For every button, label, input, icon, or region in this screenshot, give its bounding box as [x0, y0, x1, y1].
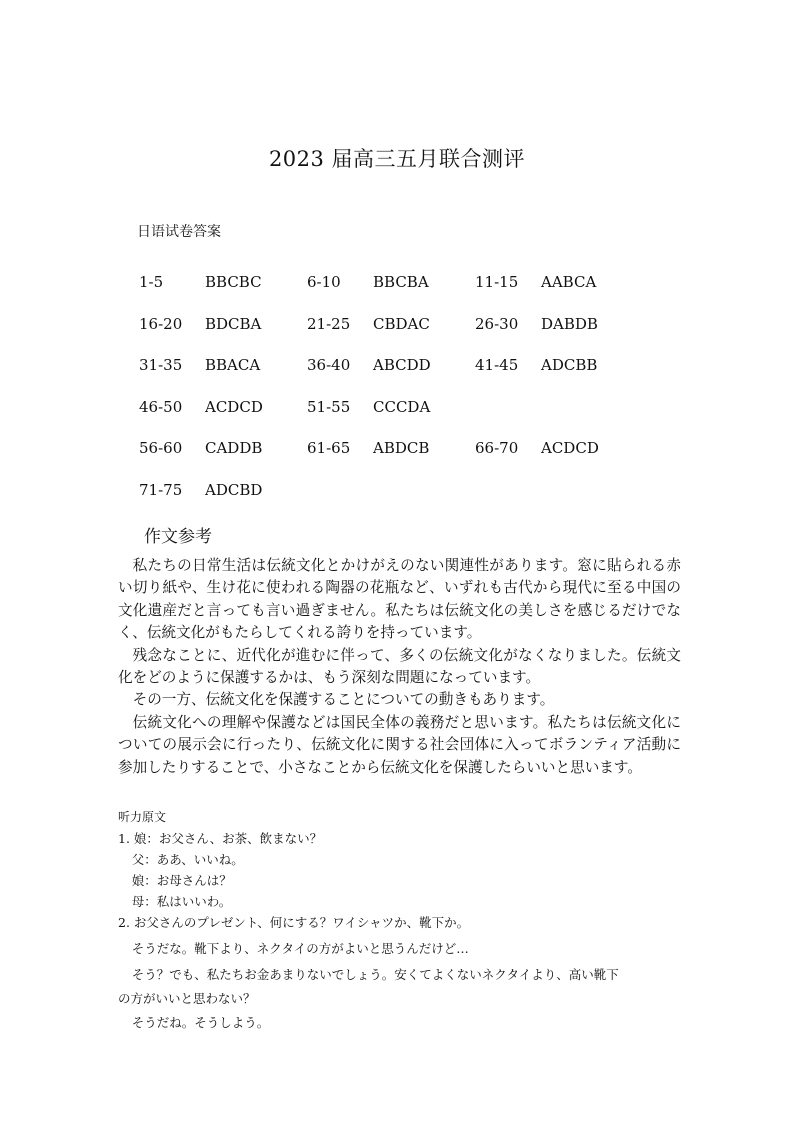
answer-cell: [475, 273, 596, 291]
transcript-line: 2. お父さんのプレゼント、何にする？ワイシャツか、靴下か。: [118, 915, 470, 930]
question-range: 51-55: [307, 397, 351, 416]
question-range: 61-65: [307, 439, 351, 457]
transcript-line: の方がいいと思わない？: [118, 991, 256, 1006]
answer-cell: [139, 273, 262, 291]
answer-cell: [475, 356, 597, 374]
answer-cell: [307, 398, 430, 416]
question-range: 46-50: [139, 397, 183, 416]
question-range: 6-10: [307, 273, 341, 291]
question-range: 16-20: [139, 314, 183, 333]
answer-letters: ACDCD: [205, 397, 263, 416]
transcript-line: そうだね。そうしよう。: [131, 1015, 270, 1030]
listening-heading: 听力原文: [118, 810, 167, 824]
essay-heading: 作文参考: [144, 527, 212, 547]
answer-letters: CADDB: [205, 439, 263, 457]
answer-letters: AABCA: [541, 273, 597, 291]
answer-letters: BBCBC: [205, 273, 262, 291]
transcript-line: 母：私はいいわ。: [131, 894, 232, 909]
question-range: 36-40: [307, 356, 351, 374]
transcript-line: そう？でも、私たちお金あまりないでしょう。安くてよくないネクタイより、高い靴下: [131, 967, 619, 982]
answer-cell: [307, 439, 429, 457]
answer-cell: [307, 356, 431, 374]
answer-letters: ADCBB: [541, 356, 598, 374]
answer-cell: [139, 356, 260, 374]
transcript-line: そうだな。靴下より、ネクタイの方がよいと思うんだけど…: [131, 941, 469, 956]
listening-transcript: [118, 829, 688, 1037]
question-range: 26-30: [475, 314, 519, 333]
question-range: 56-60: [139, 439, 183, 457]
answer-key-subtitle: 日语试卷答案: [137, 224, 221, 240]
answer-letters: CCCDA: [373, 397, 431, 416]
answer-letters: BBACA: [205, 356, 261, 374]
question-range: 11-15: [475, 273, 519, 291]
answer-letters: ADCBD: [205, 480, 263, 499]
answer-cell: [139, 398, 263, 416]
transcript-line: 娘：お母さんは？: [131, 873, 232, 888]
answer-letters: CBDAC: [373, 314, 430, 333]
question-range: 21-25: [307, 314, 351, 333]
answer-cell: [139, 439, 262, 457]
answer-letters: ABCDD: [373, 356, 431, 374]
question-range: 41-45: [475, 356, 519, 374]
essay-paragraph: その一方、伝統文化を保護することについての動きもあります。: [132, 691, 555, 709]
answer-cell: [139, 315, 261, 333]
answer-letters: BDCBA: [205, 314, 262, 333]
essay-body: [118, 555, 681, 779]
essay-paragraph: 伝統文化への理解や保護などは国民全体の義務だと思います。私たちは伝統文化についての展示会に行ったり、伝統文化に関する社会団体に入ってボランティア活動に参加したりすることで、小さなことから伝統文化を保護したらいいと思います。: [118, 713, 681, 776]
transcript-line: 父：ああ、いいね。: [131, 852, 244, 867]
answer-letters: ACDCD: [541, 439, 599, 457]
answer-letters: BBCBA: [373, 273, 429, 291]
question-range: 71-75: [139, 480, 183, 499]
essay-paragraph: 私たちの日常生活は伝統文化とかけがえのない関連性があります。窓に貼られる赤い切り紙や、生け花に使われる陶器の花瓶など、いずれも古代から現代に至る中国の文化遺産だと言っても言い過ぎません。私たちは伝統文化の美しさを感じるだけでなく、伝統文化がもたらしてくれる誇りを持っています。: [118, 557, 681, 642]
answer-cell: [475, 439, 599, 457]
answer-cell: [139, 481, 262, 499]
answer-cell: [307, 315, 430, 333]
answer-letters: ABDCB: [373, 439, 430, 457]
document-title: 2023 届高三五月联合测评: [268, 147, 526, 171]
question-range: 66-70: [475, 439, 519, 457]
essay-paragraph: 残念なことに、近代化が進むに伴って、多くの伝統文化がなくなりました。伝統文化をどのように保護するかは、もう深刻な問題になっています。: [118, 646, 681, 687]
answer-cell: [307, 273, 429, 291]
answer-cell: [475, 315, 598, 333]
answer-letters: DABDB: [541, 314, 598, 333]
transcript-line: 1. 娘：お父さん、お茶、飲まない？: [118, 831, 323, 846]
question-range: 1-5: [139, 273, 164, 291]
question-range: 31-35: [139, 356, 183, 374]
